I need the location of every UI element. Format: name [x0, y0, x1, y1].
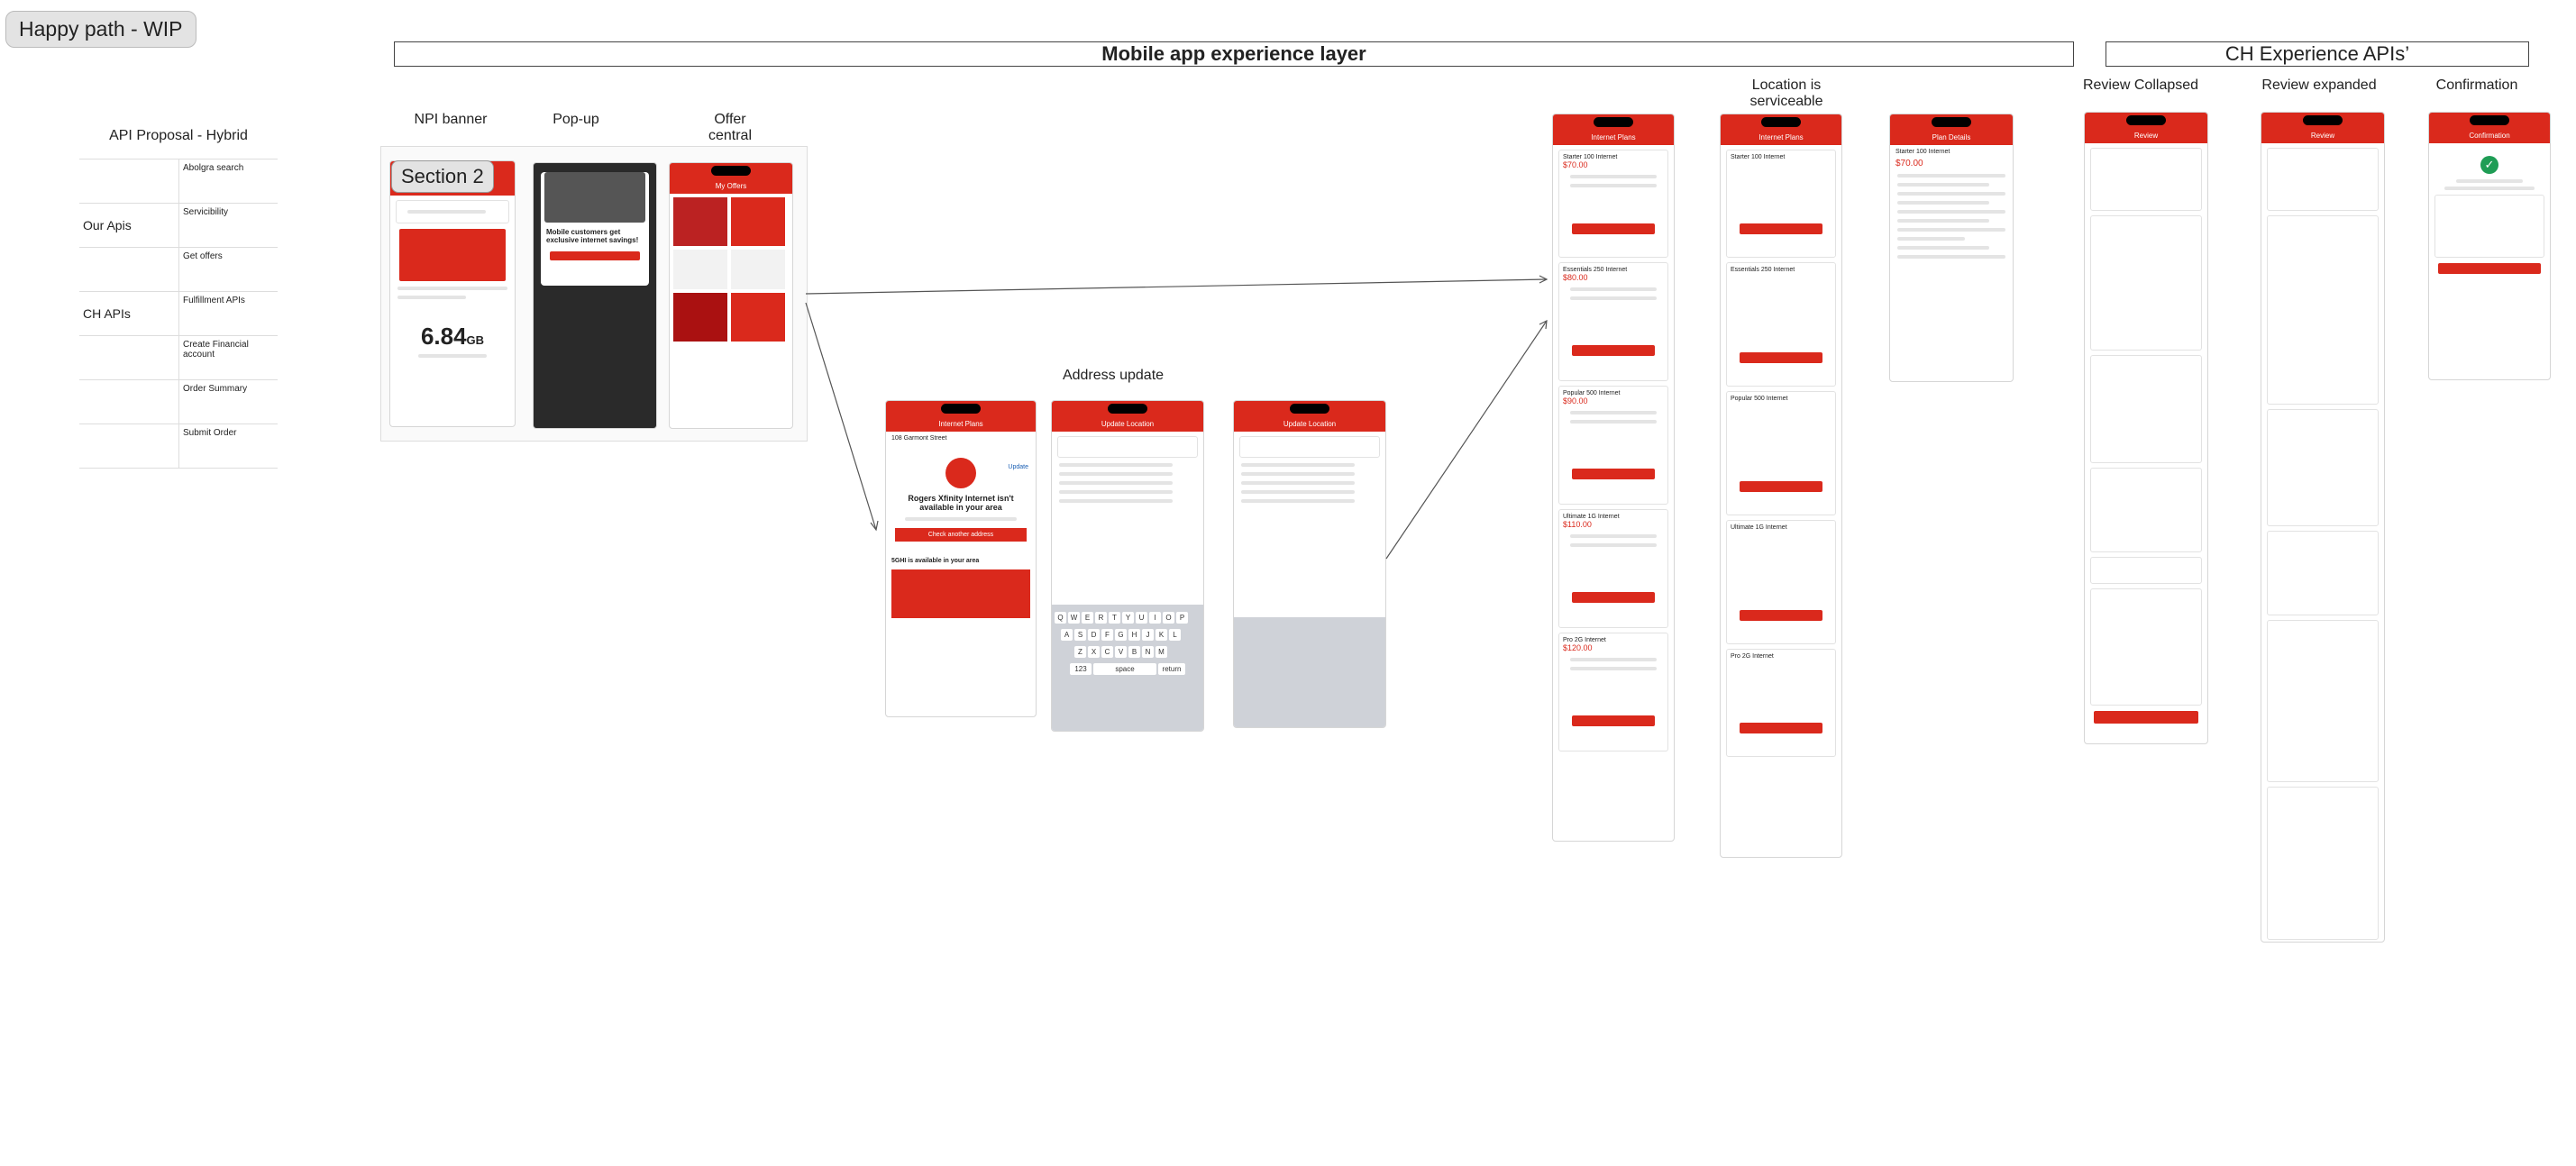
confirmation-label: Confirmation [2435, 77, 2518, 93]
not-serviceable-screen: Internet Plans 108 Garmont Street Update Rogers Xfinity Internet isn't available in your area Check another address 5GHI is available in your area [885, 400, 1037, 717]
plan-card-4[interactable]: Pro 2G Internet $120.00 [1558, 633, 1668, 752]
plan-card-0[interactable]: Starter 100 Internet $70.00 [1558, 150, 1668, 258]
wip-tag: Happy path - WIP [5, 11, 196, 48]
check-another-address-button[interactable]: Check another address [895, 528, 1027, 542]
popup-label: Pop-up [553, 112, 599, 127]
plan-card-2[interactable]: Popular 500 Internet $90.00 [1558, 386, 1668, 505]
internet-plans-screen: Internet Plans Starter 100 Internet $70.00 Essentials 250 Internet $80.00 Popular 500 Internet $90.00 Ultimate 1G Internet $110.00 Pro 2G Internet $120.00 [1552, 114, 1675, 842]
arrow-to-not-serviceable [806, 303, 876, 530]
check-circle-icon: ✓ [2480, 156, 2498, 174]
update-location-2-screen: Update Location [1233, 400, 1386, 728]
api-item: Abolgra search [179, 159, 279, 204]
not-available-headline: Rogers Xfinity Internet isn't available in your area [908, 494, 1014, 512]
plan-card-3[interactable]: Ultimate 1G Internet $110.00 [1558, 509, 1668, 628]
popup-headline: Mobile customers get exclusive internet savings! [546, 228, 639, 244]
api-item: Submit Order [179, 424, 279, 469]
api-table-title: API Proposal - Hybrid [109, 128, 248, 143]
plan-details-screen: Plan Details Starter 100 Internet $70.00 [1889, 114, 2014, 382]
api-item: Servicibility [179, 204, 279, 248]
plan-card-1[interactable]: Essentials 250 Internet $80.00 [1558, 262, 1668, 381]
api-item: Fulfillment APIs [179, 292, 279, 336]
section-title-mobile: Mobile app experience layer [394, 41, 2074, 67]
arrow-to-plans [806, 279, 1547, 294]
section-title-ch: CH Experience APIs’ [2106, 41, 2529, 67]
api-group-ch: CH APIs [79, 292, 179, 336]
offer-central-label: Offer central [708, 112, 753, 143]
api-group-our: Our Apis [79, 204, 179, 248]
npi-banner-label: NPI banner [414, 112, 488, 127]
api-item: Create Financial account [179, 336, 279, 380]
update-location-screen: Update Location Q W E R T Y U I O P A S D F G H J K L Z X C V B N M 123 space return [1051, 400, 1204, 732]
5g-available-text: 5GHI is available in your area [891, 558, 980, 564]
installation-address: 108 Garmont Street [891, 435, 947, 442]
offer-central-screen: My Offers [669, 162, 793, 429]
review-collapsed-screen: Review [2084, 112, 2208, 744]
review-expanded-screen: Review [2261, 112, 2385, 943]
api-item: Get offers [179, 248, 279, 292]
confirmation-screen: Confirmation ✓ [2428, 112, 2551, 380]
address-update-label: Address update [1062, 368, 1165, 383]
section-2-tag: Section 2 [391, 160, 494, 193]
location-serviceable-screen: Internet Plans Starter 100 Internet Essentials 250 Internet Popular 500 Internet Ultimate 1G Internet Pro 2G Internet [1720, 114, 1842, 858]
update-link[interactable]: Update [1008, 464, 1028, 470]
location-serviceable-label: Location is serviceable [1749, 77, 1823, 109]
api-item: Order Summary [179, 380, 279, 424]
arrow-to-serviceable [1386, 321, 1547, 559]
review-expanded-label: Review expanded [2261, 77, 2377, 93]
data-usage: 6.84GB [420, 323, 485, 350]
review-collapsed-label: Review Collapsed [2082, 77, 2199, 93]
keyboard[interactable]: Q W E R T Y U I O P A S D F G H J K L Z X C V B N M 123 space return [1052, 605, 1203, 731]
